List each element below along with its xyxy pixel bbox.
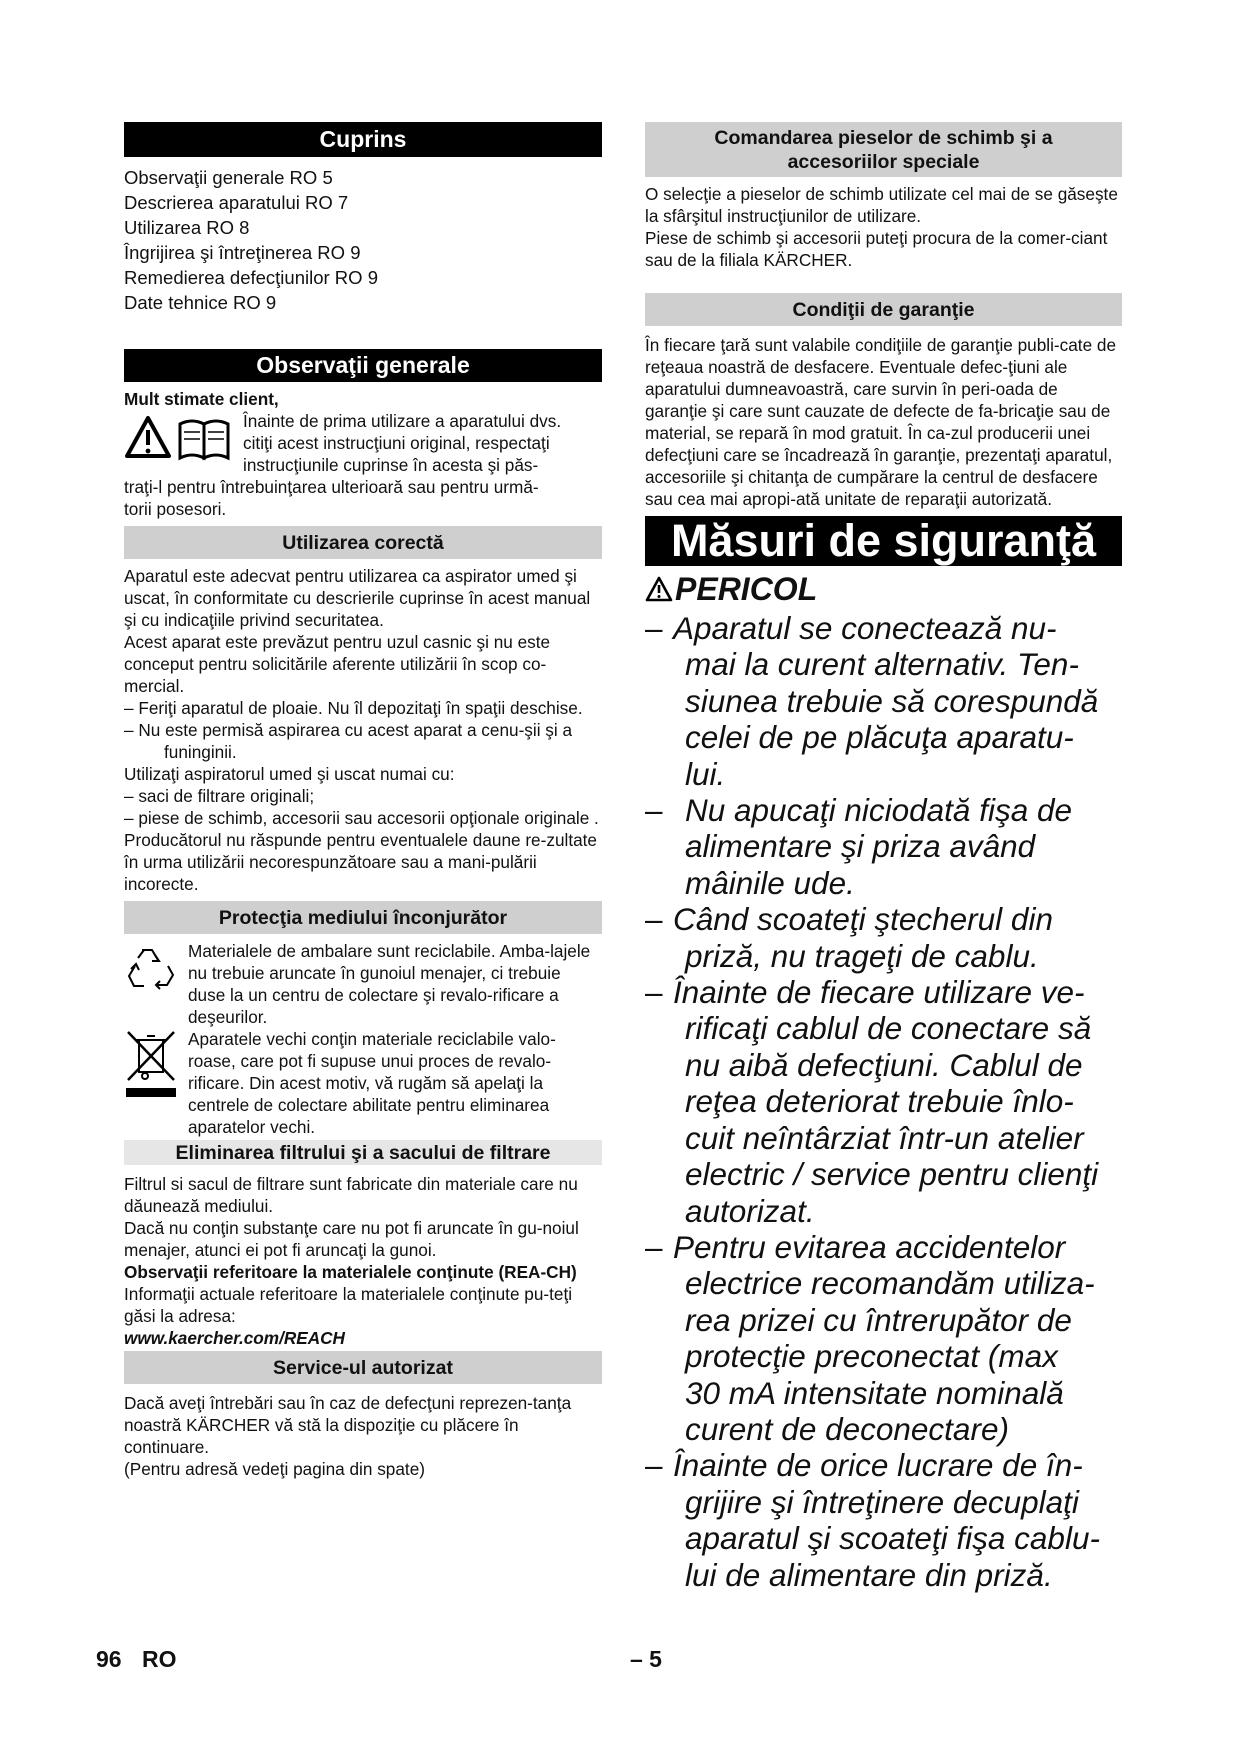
correct-use-heading: Utilizarea corectă [124,526,602,559]
safety-text: autorizat. [685,1192,815,1229]
safety-text: electric / service pentru clienţi [685,1156,1099,1193]
safety-line [645,610,1122,646]
safety-line [645,1193,1122,1229]
crossed-bin-icon [124,1030,178,1100]
left-column [124,122,602,1480]
toc-item[interactable]: Descrierea aparatului RO 7 [124,192,349,213]
toc-item[interactable]: Observaţii generale RO 5 [124,167,333,188]
safety-text: reţea deteriorat trebuie înlo- [685,1083,1074,1120]
paragraph: Dacă aveţi întrebări sau în caz de defecţuni reprezen-tanţa noastră KÄRCHER vă stă la dispoziţie cu plăcere în continuare. [124,1393,572,1457]
recycle-icon [124,942,178,996]
safety-line [645,1010,1122,1046]
safety-text: rificaţi cablul de conectare să [685,1010,1092,1047]
safety-line [645,901,1122,937]
safety-text: mâinile ude. [685,864,855,901]
service-heading: Service-ul autorizat [124,1351,602,1384]
safety-line [645,1484,1122,1520]
paragraph: Informaţii actuale referitoare la materialele conţinute pu-teţi găsi la adresa: [124,1284,573,1326]
safety-list [645,610,1122,1593]
table-of-contents [124,165,602,315]
safety-text: grijire şi întreţinere decuplaţi [685,1483,1079,1520]
safety-line [645,1083,1122,1119]
spare-parts-heading [645,122,1122,177]
bullet-item: – Feriţi aparatul de ploaie. Nu îl depozitaţi în spaţii deschise. [124,698,583,718]
safety-text: Înainte de fiecare utilizare ve- [673,974,1085,1011]
safety-text: rea prizei cu întrerupător de [685,1301,1072,1338]
general-heading: Observaţii generale [124,349,602,382]
safety-item [645,792,1122,901]
intro-line: citiţi acest instrucţiuni original, respectaţi [243,433,550,453]
safety-text: siunea trebuie să corespundă [685,682,1099,719]
paragraph: Utilizaţi aspiratorul umed şi uscat numai cu: [124,764,455,784]
intro-line: Înainte de prima utilizare a aparatului dvs. [243,411,562,431]
page-number [96,1646,176,1673]
safety-text: cuit neîntârziat într-un atelier [685,1119,1084,1156]
intro-block [124,410,602,520]
paragraph: Filtrul si sacul de filtrare sunt fabricate din materiale care nu dăunează mediului. [124,1174,578,1216]
safety-text: mai la curent alternativ. Ten- [685,646,1079,683]
recycle-text: Materialele de ambalare sunt reciclabile. Amba-lajele nu trebuie aruncate în gunoiul menajer, ci trebuie duse la un centru de colectare şi revalo-rificare a deşeurilor. [188,941,591,1027]
danger-label: PERICOL [675,571,818,607]
list-dash: – [645,792,663,829]
list-dash: – [645,610,663,646]
safety-item [645,901,1122,974]
paragraph: Aparatul este adecvat pentru utilizarea ca aspirator umed şi uscat, în conformitate cu descrierile cuprinse în acest manual şi cu indicaţiile privind securitatea. [124,566,591,630]
list-dash: – [645,901,663,938]
toc-item[interactable]: Date tehnice RO 9 [124,292,277,313]
warranty-heading: Condiţii de garanţie [645,293,1122,326]
safety-text: celei de pe plăcuţa aparatu- [685,719,1074,756]
safety-text: electrice recomandăm utiliza- [685,1265,1095,1302]
environment-body [124,940,602,1138]
reach-title: Observaţii referitoare la materialele conţinute (REA-CH) [124,1262,577,1282]
paragraph: O selecţie a pieselor de schimb utilizate cel mai de se găseşte la sfârşitul instrucţiunilor de utilizare. [645,184,1118,226]
safety-line [645,1047,1122,1083]
heading-line: Comandarea pieselor de schimb şi a [714,127,1053,149]
reach-link[interactable]: www.kaercher.com/REACH [124,1328,345,1348]
safety-line [645,1520,1122,1556]
safety-text: lui de alimentare din priză. [685,1556,1053,1593]
option-item: – piese de schimb, accesorii sau accesorii opţionale originale . [124,808,599,828]
safety-text: Când scoateţi ştecherul din [673,901,1053,938]
safety-item [645,610,1122,792]
right-column [645,122,1122,1593]
filter-heading: Eliminarea filtrului şi a sacului de filtrare [124,1140,602,1165]
paragraph: Dacă nu conţin substanţe care nu pot fi aruncate în gu-noiul menajer, atunci ei pot fi aruncaţi la gunoi. [124,1218,579,1260]
warning-manual-icon [124,414,234,462]
safety-line [645,1120,1122,1156]
intro-line: instrucţiunile cuprinse în acesta şi păs- [243,455,539,475]
weee-row [124,1028,602,1138]
safety-text: nu aibă defecţiuni. Cablul de [685,1046,1083,1083]
safety-text: aparatul şi scoateţi fişa cablu- [685,1520,1100,1557]
toc-item[interactable]: Utilizarea RO 8 [124,217,250,238]
safety-text: priză, nu trageţi de cablu. [685,937,1039,974]
list-dash: – [645,1447,663,1484]
safety-line [645,792,1122,828]
safety-text: Înainte de orice lucrare de în- [673,1447,1083,1484]
safety-line [645,974,1122,1010]
filter-body [124,1173,602,1349]
safety-line [645,1302,1122,1338]
page-number-value: 96 [96,1646,122,1672]
list-dash: – [645,974,663,1011]
safety-line [645,756,1122,792]
safety-line [645,646,1122,682]
safety-line [645,1338,1122,1374]
heading-line: accesoriilor speciale [787,151,980,173]
toc-item[interactable]: Îngrijirea şi întreţinerea RO 9 [124,242,361,263]
paragraph: (Pentru adresă vedeţi pagina din spate) [124,1459,425,1479]
safety-line [645,1265,1122,1301]
toc-heading: Cuprins [124,122,602,157]
safety-line [645,1447,1122,1483]
safety-line [645,865,1122,901]
safety-item [645,1229,1122,1447]
safety-text: protecţie preconectat (max [685,1338,1058,1375]
service-body [124,1392,602,1480]
safety-item [645,1447,1122,1593]
safety-line [645,683,1122,719]
safety-text: Nu apucaţi niciodată fişa de [685,792,1072,829]
safety-text: 30 mA intensitate nominală [685,1374,1064,1411]
paragraph: Acest aparat este prevăzut pentru uzul casnic şi nu este conceput pentru solicitările aferente utilizării în scop co-mercial. [124,632,551,696]
safety-text: curent de deconectare) [685,1410,1009,1447]
paragraph: Piese de schimb şi accesorii puteţi procura de la comer-ciant sau de la filiala KÄRCHER. [645,228,1108,270]
weee-text: Aparatele vechi conţin materiale reciclabile valo-roase, care pot fi supuse unui proces de revalo-rificare. Din acest motiv, vă rugăm să apelaţi la centrele de colectare abilitate pentru eliminarea aparatelor vechi. [188,1029,556,1137]
safety-line [645,1375,1122,1411]
list-dash: – [645,1228,663,1265]
safety-heading: Măsuri de siguranţă [645,516,1122,566]
danger-title [645,568,1122,610]
paragraph: Producătorul nu răspunde pentru eventualele daune re-zultate în urma utilizării necorespunzătoare sau a mani-pulării incorecte. [124,830,597,894]
warranty-body [645,334,1122,510]
recycle-row [124,940,602,1028]
intro-line: traţi-l pentru întrebuinţarea ulterioară sau pentru urmă- [124,477,539,497]
safety-text: Aparatul se conectează nu- [673,610,1057,646]
safety-line [645,1156,1122,1192]
intro-line: torii posesori. [124,499,227,519]
bullet-item: – Nu este permisă aspirarea cu acest aparat a cenu-şii şi a funinginii. [124,720,573,762]
toc-item[interactable]: Remedierea defecţiunilor RO 9 [124,267,378,288]
safety-line [645,1557,1122,1593]
language-code: RO [141,1646,177,1672]
environment-heading: Protecţia mediului înconjurător [124,901,602,934]
safety-line [645,719,1122,755]
safety-line [645,1411,1122,1447]
spare-parts-body [645,183,1122,271]
safety-line [645,828,1122,864]
warning-triangle-icon [645,576,673,602]
safety-line [645,938,1122,974]
salutation: Mult stimate client, [124,389,279,409]
safety-item [645,974,1122,1229]
safety-text: alimentare şi priza având [685,828,1036,865]
option-item: – saci de filtrare originali; [124,786,315,806]
section-page: – 5 [630,1646,662,1672]
paragraph: În fiecare ţară sunt valabile condiţiile de garanţie publi-cate de reţeaua noastră de desfacere. Eventuale defec-ţiuni ale aparatului dumneavoastră, care survin în peri-oada de garanţie şi care sunt cauzate de defecte de fa-bricaţie sau de material, se repară în mod gratuit. În ca-zul producerii unei defecţiuni care se încadrează în garanţie, prezentaţi aparatul, accesoriile şi chitanţa de cumpărare la centrul de desfacere sau cea mai apropi-ată unitate de reparaţii autorizată. [645,335,1117,509]
safety-text: Pentru evitarea accidentelor [673,1228,1066,1265]
safety-text: lui. [685,755,726,792]
safety-line [645,1229,1122,1265]
correct-use-body [124,565,602,895]
